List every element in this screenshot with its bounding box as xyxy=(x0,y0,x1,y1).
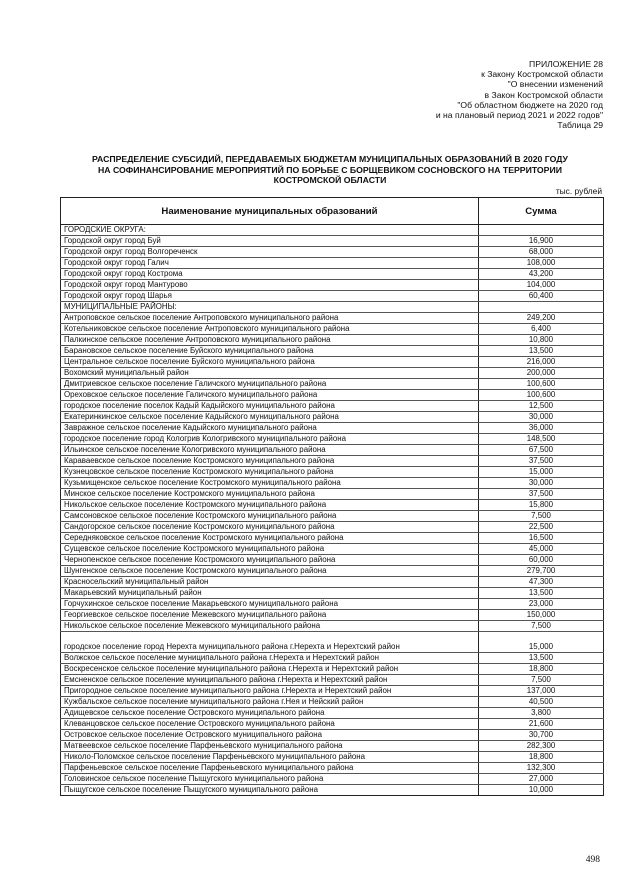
table-row xyxy=(61,686,604,697)
municipality-name: ГОРОДСКИЕ ОКРУГА: xyxy=(61,225,479,236)
table-row xyxy=(61,697,604,708)
table-row xyxy=(61,741,604,752)
table-row xyxy=(61,390,604,401)
municipality-name: Самсоновское сельское поселение Костромского муниципального района xyxy=(61,511,479,522)
municipality-name: Кужбальское сельское поселение муниципального района г.Нея и Нейский район xyxy=(61,697,479,708)
subsidy-amount: 148,500 xyxy=(479,434,604,445)
municipality-name: Середняковское сельское поселение Костромского муниципального района xyxy=(61,533,479,544)
municipality-name: Кузьмищенское сельское поселение Костромского муниципального района xyxy=(61,478,479,489)
municipality-name: Екатеринкинское сельское поселение Кадыйского муниципального района xyxy=(61,412,479,423)
municipality-name: Минское сельское поселение Костромского муниципального района xyxy=(61,489,479,500)
subsidy-amount: 60,400 xyxy=(479,291,604,302)
subsidy-amount: 67,500 xyxy=(479,445,604,456)
table-row xyxy=(61,752,604,763)
table-row xyxy=(61,335,604,346)
table-row xyxy=(61,236,604,247)
subsidy-amount: 282,300 xyxy=(479,741,604,752)
municipality-name: Пыщугское сельское поселение Пыщугского муниципального района xyxy=(61,785,479,796)
municipality-name: Антроповское сельское поселение Антроповского муниципального района xyxy=(61,313,479,324)
subsidy-amount: 15,000 xyxy=(479,467,604,478)
subsidy-amount: 108,000 xyxy=(479,258,604,269)
municipality-name: Городской округ город Волгореченск xyxy=(61,247,479,258)
table-row xyxy=(61,478,604,489)
table-row xyxy=(61,346,604,357)
subsidy-amount: 104,000 xyxy=(479,280,604,291)
table-row xyxy=(61,621,604,632)
municipality-name: Красносельский муниципальный район xyxy=(61,577,479,588)
table-row xyxy=(61,357,604,368)
table-row xyxy=(61,610,604,621)
municipality-name: Сандогорское сельское поселение Костромского муниципального района xyxy=(61,522,479,533)
table-row xyxy=(61,511,604,522)
municipality-name: Сущевское сельское поселение Костромского муниципального района xyxy=(61,544,479,555)
header-line: "Об областном бюджете на 2020 год xyxy=(457,99,603,110)
table-row xyxy=(61,774,604,785)
municipality-name: Горчухинское сельское поселение Макарьевского муниципального района xyxy=(61,599,479,610)
municipality-name: Шунгенское сельское поселение Костромского муниципального района xyxy=(61,566,479,577)
table-row xyxy=(61,588,604,599)
municipality-name: Палкинское сельское поселение Антроповского муниципального района xyxy=(61,335,479,346)
subsidy-amount: 15,000 xyxy=(479,632,604,653)
subsidy-amount: 60,000 xyxy=(479,555,604,566)
municipality-name: Ореховское сельское поселение Галичского муниципального района xyxy=(61,390,479,401)
subsidy-amount: 37,500 xyxy=(479,489,604,500)
column-header-name: Наименование муниципальных образований xyxy=(61,198,479,225)
table-row xyxy=(61,533,604,544)
municipality-name: Никольское сельское поселение Костромского муниципального района xyxy=(61,500,479,511)
municipality-name: Городской округ город Кострома xyxy=(61,269,479,280)
subsidy-amount: 3,800 xyxy=(479,708,604,719)
table-row xyxy=(61,379,604,390)
title-line: РАСПРЕДЕЛЕНИЕ СУБСИДИЙ, ПЕРЕДАВАЕМЫХ БЮДЖЕТАМ МУНИЦИПАЛЬНЫХ ОБРАЗОВАНИЙ В 2020 ГОДУ xyxy=(92,154,568,164)
subsidy-amount: 150,000 xyxy=(479,610,604,621)
subsidy-amount: 37,500 xyxy=(479,456,604,467)
subsidy-table xyxy=(60,197,604,796)
table-row xyxy=(61,225,604,236)
subsidy-amount: 10,800 xyxy=(479,335,604,346)
subsidy-amount: 30,700 xyxy=(479,730,604,741)
subsidy-amount: 16,900 xyxy=(479,236,604,247)
municipality-name: Городской округ город Шарья xyxy=(61,291,479,302)
subsidy-amount: 30,000 xyxy=(479,412,604,423)
table-row xyxy=(61,730,604,741)
subsidy-amount: 18,800 xyxy=(479,664,604,675)
table-row xyxy=(61,291,604,302)
header-line: ПРИЛОЖЕНИЕ 28 xyxy=(529,59,603,69)
municipality-name: Дмитриевское сельское поселение Галичского муниципального района xyxy=(61,379,479,390)
subsidy-amount: 132,300 xyxy=(479,763,604,774)
table-row xyxy=(61,302,604,313)
municipality-name: Клеванцовское сельское поселение Островского муниципального района xyxy=(61,719,479,730)
subsidy-amount: 13,500 xyxy=(479,588,604,599)
table-row xyxy=(61,280,604,291)
appendix-header xyxy=(436,59,603,130)
municipality-name: Городской округ город Галич xyxy=(61,258,479,269)
municipality-name: Ильинское сельское поселение Кологривского муниципального района xyxy=(61,445,479,456)
table-row xyxy=(61,664,604,675)
table-row xyxy=(61,632,604,653)
header-line: к Закону Костромской области xyxy=(481,69,603,80)
municipality-name: Городской округ город Мантурово xyxy=(61,280,479,291)
municipality-name: Макарьевский муниципальный район xyxy=(61,588,479,599)
municipality-name: Вохомский муниципальный район xyxy=(61,368,479,379)
subsidy-amount: 10,000 xyxy=(479,785,604,796)
municipality-name: Никольское сельское поселение Межевского муниципального района xyxy=(61,621,479,632)
municipality-name: Воскресенское сельское поселение муниципального района г.Нерехта и Нерехтский район xyxy=(61,664,479,675)
column-header-amount: Сумма xyxy=(479,198,604,225)
table-row xyxy=(61,324,604,335)
table-row xyxy=(61,368,604,379)
municipality-name: Головинское сельское поселение Пыщугского муниципального района xyxy=(61,774,479,785)
table-row xyxy=(61,555,604,566)
municipality-name: Островское сельское поселение Островского муниципального района xyxy=(61,730,479,741)
subsidy-amount: 279,700 xyxy=(479,566,604,577)
municipality-name: Центральное сельское поселение Буйского муниципального района xyxy=(61,357,479,368)
subsidy-amount: 7,500 xyxy=(479,675,604,686)
subsidy-amount: 100,600 xyxy=(479,390,604,401)
subsidy-amount: 137,000 xyxy=(479,686,604,697)
table-row xyxy=(61,719,604,730)
subsidy-amount: 45,000 xyxy=(479,544,604,555)
municipality-name: Котельниковское сельское поселение Антроповского муниципального района xyxy=(61,324,479,335)
title-line: КОСТРОМСКОЙ ОБЛАСТИ xyxy=(273,175,387,186)
table-row xyxy=(61,566,604,577)
subsidy-amount: 15,800 xyxy=(479,500,604,511)
table-row xyxy=(61,313,604,324)
table-row xyxy=(61,675,604,686)
municipality-name: городское поселение поселок Кадый Кадыйского муниципального района xyxy=(61,401,479,412)
table-header-row xyxy=(61,198,604,225)
municipality-name: городское поселение город Нерехта муниципального района г.Нерехта и Нерехтский район xyxy=(61,632,479,653)
municipality-name: Чернопенское сельское поселение Костромского муниципального района xyxy=(61,555,479,566)
subsidy-amount: 200,000 xyxy=(479,368,604,379)
subsidy-amount: 18,800 xyxy=(479,752,604,763)
municipality-name: Кузнецовское сельское поселение Костромского муниципального района xyxy=(61,467,479,478)
table-row xyxy=(61,434,604,445)
municipality-name: Георгиевское сельское поселение Межевского муниципального района xyxy=(61,610,479,621)
table-row xyxy=(61,269,604,280)
municipality-name: Волжское сельское поселение муниципального района г.Нерехта и Нерехтский район xyxy=(61,653,479,664)
subsidy-amount: 7,500 xyxy=(479,511,604,522)
units-label: тыс. рублей xyxy=(555,186,602,196)
table-row xyxy=(61,423,604,434)
subsidy-amount: 30,000 xyxy=(479,478,604,489)
header-line: Таблица 29 xyxy=(557,120,603,131)
municipality-name: Парфеньевское сельское поселение Парфеньевского муниципального района xyxy=(61,763,479,774)
table-row xyxy=(61,522,604,533)
municipality-name: городское поселение город Кологрив Кологривского муниципального района xyxy=(61,434,479,445)
table-row xyxy=(61,489,604,500)
table-row xyxy=(61,763,604,774)
page-number: 498 xyxy=(585,855,600,865)
subsidy-amount: 7,500 xyxy=(479,621,604,632)
municipality-name: Завражное сельское поселение Кадыйского муниципального района xyxy=(61,423,479,434)
table-row xyxy=(61,412,604,423)
subsidy-amount: 100,600 xyxy=(479,379,604,390)
subsidy-amount: 36,000 xyxy=(479,423,604,434)
table-row xyxy=(61,577,604,588)
header-line: и на плановый период 2021 и 2022 годов" xyxy=(435,110,603,121)
municipality-name: Емсненское сельское поселение муниципального района г.Нерехта и Нерехтский район xyxy=(61,675,479,686)
subsidy-amount: 6,400 xyxy=(479,324,604,335)
subsidy-amount xyxy=(479,302,604,313)
table-row xyxy=(61,708,604,719)
title-line: НА СОФИНАНСИРОВАНИЕ МЕРОПРИЯТИЙ ПО БОРЬБЕ С БОРЩЕВИКОМ СОСНОВСКОГО НА ТЕРРИТОРИИ xyxy=(98,164,562,175)
municipality-name: Барановское сельское поселение Буйского муниципального района xyxy=(61,346,479,357)
table-row xyxy=(61,401,604,412)
header-line: "О внесении изменений xyxy=(507,79,603,90)
subsidy-amount: 21,600 xyxy=(479,719,604,730)
subsidy-amount: 47,300 xyxy=(479,577,604,588)
municipality-name: Караваевское сельское поселение Костромского муниципального района xyxy=(61,456,479,467)
table-row xyxy=(61,785,604,796)
table-row xyxy=(61,599,604,610)
subsidy-amount: 216,000 xyxy=(479,357,604,368)
subsidy-amount: 249,200 xyxy=(479,313,604,324)
document-title xyxy=(60,154,600,186)
subsidy-amount: 12,500 xyxy=(479,401,604,412)
municipality-name: Адищевское сельское поселение Островского муниципального района xyxy=(61,708,479,719)
municipality-name: Матвеевское сельское поселение Парфеньевского муниципального района xyxy=(61,741,479,752)
table-row xyxy=(61,258,604,269)
subsidy-amount: 16,500 xyxy=(479,533,604,544)
table-row xyxy=(61,544,604,555)
subsidy-amount: 43,200 xyxy=(479,269,604,280)
table-row xyxy=(61,247,604,258)
municipality-name: Николо-Поломское сельское поселение Парфеньевского муниципального района xyxy=(61,752,479,763)
subsidy-amount: 13,500 xyxy=(479,346,604,357)
table-body xyxy=(61,225,604,796)
subsidy-amount: 23,000 xyxy=(479,599,604,610)
table-row xyxy=(61,467,604,478)
subsidy-amount: 27,000 xyxy=(479,774,604,785)
table-row xyxy=(61,445,604,456)
table-row xyxy=(61,500,604,511)
header-line: в Закон Костромской области xyxy=(484,89,603,100)
subsidy-amount: 40,500 xyxy=(479,697,604,708)
table-row xyxy=(61,456,604,467)
municipality-name: Пригородное сельское поселение муниципального района г.Нерехта и Нерехтский район xyxy=(61,686,479,697)
subsidy-amount: 22,500 xyxy=(479,522,604,533)
municipality-name: МУНИЦИПАЛЬНЫЕ РАЙОНЫ: xyxy=(61,302,479,313)
municipality-name: Городской округ город Буй xyxy=(61,236,479,247)
table-row xyxy=(61,653,604,664)
subsidy-amount: 68,000 xyxy=(479,247,604,258)
subsidy-amount: 13,500 xyxy=(479,653,604,664)
subsidy-amount xyxy=(479,225,604,236)
